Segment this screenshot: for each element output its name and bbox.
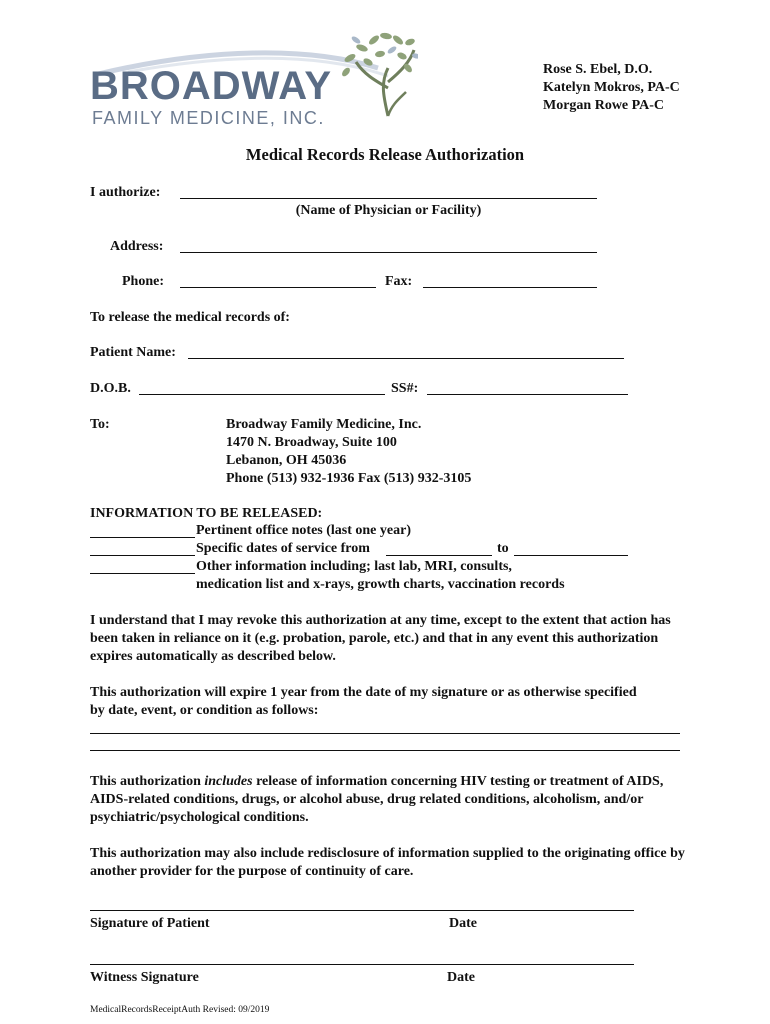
practice-logo	[88, 28, 418, 128]
provider-1: Rose S. Ebel, D.O.	[543, 62, 653, 77]
patient-date-label: Date	[449, 916, 477, 931]
expire-condition-line-2[interactable]	[90, 750, 680, 751]
release-of-label: To release the medical records of:	[90, 310, 290, 325]
ss-field[interactable]	[427, 394, 628, 395]
recipient-name: Broadway Family Medicine, Inc.	[226, 417, 422, 432]
patient-name-label: Patient Name:	[90, 345, 176, 360]
revoke-paragraph: I understand that I may revoke this authorization at any time, except to the extent that action has been taken in reliance on it (e.g. probation, parole, etc.) and that in any event this authorization expires automatically as described below.	[90, 613, 671, 664]
revision-footer: MedicalRecordsReceiptAuth Revised: 09/2019	[90, 1005, 270, 1015]
witness-signature-label: Witness Signature	[90, 970, 199, 985]
info-item3: Other information including; last lab, MRI, consults,	[196, 559, 512, 574]
fax-field[interactable]	[423, 287, 597, 288]
dob-label: D.O.B.	[90, 381, 131, 396]
physician-facility-caption: (Name of Physician or Facility)	[295, 203, 482, 218]
patient-signature-line[interactable]	[90, 910, 634, 911]
patient-name-field[interactable]	[188, 358, 624, 359]
witness-date-label: Date	[447, 970, 475, 985]
logo-subtitle: FAMILY MEDICINE, INC.	[92, 108, 325, 128]
physician-facility-field[interactable]	[180, 198, 597, 199]
recipient-phone-fax: Phone (513) 932-1936 Fax (513) 932-3105	[226, 471, 472, 486]
authorize-label: I authorize:	[90, 185, 161, 200]
witness-signature-line[interactable]	[90, 964, 634, 965]
address-label: Address:	[110, 239, 164, 254]
hiv-paragraph	[90, 773, 690, 827]
hiv-text-pre: This authorization	[90, 774, 205, 789]
hiv-text-post: release of information concerning HIV testing or treatment of AIDS, AIDS-related conditions, drugs, or alcohol abuse, drug related conditions, alcoholism, and/or psychiatric/psychological conditions.	[90, 774, 664, 825]
info-item2-checkline[interactable]	[90, 555, 195, 556]
info-item1-checkline[interactable]	[90, 537, 195, 538]
info-item2: Specific dates of service from	[196, 541, 370, 556]
fax-label: Fax:	[385, 274, 413, 289]
expire-paragraph: This authorization will expire 1 year from the date of my signature or as otherwise specified by date, event, or condition as follows:	[90, 685, 637, 718]
info-item1: Pertinent office notes (last one year)	[196, 523, 411, 538]
recipient-street: 1470 N. Broadway, Suite 100	[226, 435, 397, 450]
redisclosure-paragraph: This authorization may also include redisclosure of information supplied to the originating office by another provider for the purpose of continuity of care.	[90, 846, 685, 879]
provider-2: Katelyn Mokros, PA-C	[543, 80, 680, 95]
ss-label: SS#:	[391, 381, 419, 396]
service-date-from-field[interactable]	[386, 555, 492, 556]
dob-field[interactable]	[139, 394, 385, 395]
info-item3-cont: medication list and x-rays, growth charts, vaccination records	[196, 577, 565, 592]
phone-field[interactable]	[180, 287, 376, 288]
patient-signature-label: Signature of Patient	[90, 916, 210, 931]
to-label: To:	[90, 417, 110, 432]
info-item3-checkline[interactable]	[90, 573, 195, 574]
info-heading: INFORMATION TO BE RELEASED:	[90, 506, 323, 521]
info-item2-to: to	[497, 541, 509, 556]
page-title: Medical Records Release Authorization	[245, 145, 525, 164]
address-field[interactable]	[180, 252, 597, 253]
provider-3: Morgan Rowe PA-C	[543, 98, 665, 113]
recipient-city: Lebanon, OH 45036	[226, 453, 347, 468]
logo-wordmark: BROADWAY	[90, 64, 333, 108]
service-date-to-field[interactable]	[514, 555, 628, 556]
expire-condition-line-1[interactable]	[90, 733, 680, 734]
hiv-text-emphasis: includes	[204, 774, 253, 789]
phone-label: Phone:	[122, 274, 164, 289]
